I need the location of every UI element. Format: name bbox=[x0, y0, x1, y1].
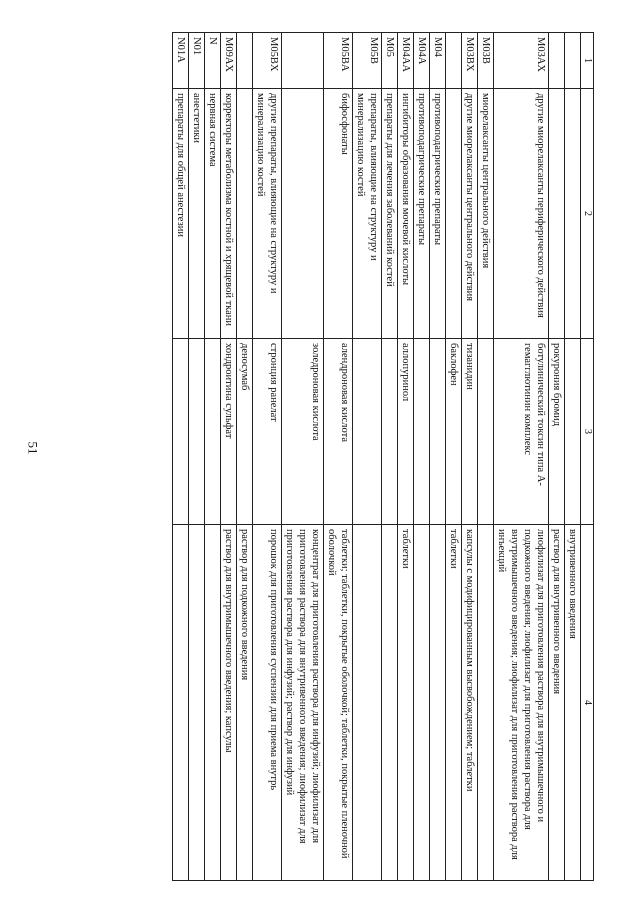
atc-code-cell bbox=[237, 33, 253, 89]
drug-name-cell bbox=[565, 339, 581, 525]
drug-name-cell bbox=[189, 339, 205, 525]
atc-code-cell: M04AA bbox=[398, 33, 414, 89]
dosage-form-cell: раствор для внутримышечного введения; капсулы bbox=[221, 525, 237, 881]
table-row bbox=[462, 33, 478, 881]
atc-code-cell: N bbox=[205, 33, 221, 89]
group-name-cell: корректоры метаболизма костной и хрящевой ткани bbox=[221, 89, 237, 339]
group-name-cell: анестетики bbox=[189, 89, 205, 339]
atc-code-cell bbox=[282, 33, 324, 89]
table-body bbox=[173, 33, 594, 881]
page-number: 51 bbox=[25, 441, 41, 455]
dosage-form-cell bbox=[430, 525, 446, 881]
drug-classification-table bbox=[172, 32, 594, 881]
drug-name-cell bbox=[414, 339, 430, 525]
landscape-table-container bbox=[86, 32, 594, 880]
group-name-cell: препараты для лечения заболеваний костей bbox=[382, 89, 398, 339]
drug-name-cell: аллопуринол bbox=[398, 339, 414, 525]
group-name-cell: препараты для общей анестезии bbox=[173, 89, 189, 339]
dosage-form-cell: таблетки; таблетки, покрытые оболочкой; таблетки, покрытые пленочной оболочкой bbox=[324, 525, 353, 881]
table-row bbox=[324, 33, 353, 881]
dosage-form-cell bbox=[353, 525, 382, 881]
dosage-form-cell: внутривенного введения bbox=[565, 525, 581, 881]
drug-name-cell: хондроитина сульфат bbox=[221, 339, 237, 525]
table-row bbox=[398, 33, 414, 881]
drug-name-cell bbox=[173, 339, 189, 525]
table-row bbox=[414, 33, 430, 881]
drug-name-cell bbox=[353, 339, 382, 525]
dosage-form-cell: лиофилизат для приготовления раствора для внутримышечного и подкожного введения; лиофилизат для приготовления раствора для внутримышечного введения; лиофилизат для приготовления раствора для инъекций bbox=[494, 525, 549, 881]
group-name-cell: ингибиторы образования мочевой кислоты bbox=[398, 89, 414, 339]
header-cell-form: 4 bbox=[581, 525, 594, 881]
table-row bbox=[189, 33, 205, 881]
group-name-cell: другие препараты, влияющие на структуру и минерализацию костей bbox=[253, 89, 282, 339]
dosage-form-cell bbox=[205, 525, 221, 881]
drug-name-cell: золедроновая кислота bbox=[282, 339, 324, 525]
header-cell-drug: 3 bbox=[581, 339, 594, 525]
group-name-cell: нервная система bbox=[205, 89, 221, 339]
header-cell-code: 1 bbox=[581, 33, 594, 89]
atc-code-cell: M03BX bbox=[462, 33, 478, 89]
dosage-form-cell bbox=[414, 525, 430, 881]
table-row bbox=[253, 33, 282, 881]
atc-code-cell: M09AX bbox=[221, 33, 237, 89]
atc-code-cell bbox=[549, 33, 565, 89]
group-name-cell: противоподагрические препараты bbox=[414, 89, 430, 339]
drug-name-cell: рокурония бромид bbox=[549, 339, 565, 525]
dosage-form-cell bbox=[189, 525, 205, 881]
table-row bbox=[494, 33, 549, 881]
group-name-cell bbox=[549, 89, 565, 339]
table-row bbox=[549, 33, 565, 881]
dosage-form-cell: раствор для подкожного введения bbox=[237, 525, 253, 881]
drug-name-cell bbox=[205, 339, 221, 525]
table-row bbox=[173, 33, 189, 881]
atc-code-cell: M05BA bbox=[324, 33, 353, 89]
drug-name-cell: стронция ранелат bbox=[253, 339, 282, 525]
drug-name-cell: деносумаб bbox=[237, 339, 253, 525]
drug-name-cell: ботулинический токсин типа А-гемагглютинин комплекс bbox=[494, 339, 549, 525]
table-row bbox=[565, 33, 581, 881]
group-name-cell: противоподагрические препараты bbox=[430, 89, 446, 339]
atc-code-cell: M03B bbox=[478, 33, 494, 89]
group-name-cell bbox=[446, 89, 462, 339]
table-row bbox=[205, 33, 221, 881]
drug-name-cell bbox=[382, 339, 398, 525]
dosage-form-cell bbox=[478, 525, 494, 881]
drug-name-cell: алендроновая кислота bbox=[324, 339, 353, 525]
dosage-form-cell: концентрат для приготовления раствора для инфузий; лиофилизат для приготовления раствора для внутривенного введения; лиофилизат для приготовления раствора для инфузий; раствор для инфузий bbox=[282, 525, 324, 881]
dosage-form-cell bbox=[173, 525, 189, 881]
table-row bbox=[446, 33, 462, 881]
group-name-cell: препараты, влияющие на структуру и минерализацию костей bbox=[353, 89, 382, 339]
table-row bbox=[353, 33, 382, 881]
atc-code-cell: M05BX bbox=[253, 33, 282, 89]
header-cell-group: 2 bbox=[581, 89, 594, 339]
atc-code-cell: N01A bbox=[173, 33, 189, 89]
atc-code-cell: N01 bbox=[189, 33, 205, 89]
table-row bbox=[382, 33, 398, 881]
atc-code-cell: M04 bbox=[430, 33, 446, 89]
atc-code-cell: M04A bbox=[414, 33, 430, 89]
dosage-form-cell: таблетки bbox=[398, 525, 414, 881]
dosage-form-cell: раствор для внутривенного введения bbox=[549, 525, 565, 881]
group-name-cell: бифосфонаты bbox=[324, 89, 353, 339]
table-row bbox=[221, 33, 237, 881]
drug-name-cell bbox=[478, 339, 494, 525]
drug-name-cell: баклофен bbox=[446, 339, 462, 525]
table-row bbox=[478, 33, 494, 881]
atc-code-cell: M05B bbox=[353, 33, 382, 89]
table-row bbox=[282, 33, 324, 881]
group-name-cell: другие миорелаксанты периферического действия bbox=[494, 89, 549, 339]
group-name-cell bbox=[237, 89, 253, 339]
dosage-form-cell bbox=[382, 525, 398, 881]
drug-name-cell bbox=[430, 339, 446, 525]
table-row bbox=[430, 33, 446, 881]
atc-code-cell: M03AX bbox=[494, 33, 549, 89]
group-name-cell bbox=[282, 89, 324, 339]
atc-code-cell bbox=[446, 33, 462, 89]
dosage-form-cell: таблетки bbox=[446, 525, 462, 881]
group-name-cell: миорелаксанты центрального действия bbox=[478, 89, 494, 339]
drug-name-cell: тизанидин bbox=[462, 339, 478, 525]
dosage-form-cell: порошок для приготовления суспензии для приема внутрь bbox=[253, 525, 282, 881]
atc-code-cell: M05 bbox=[382, 33, 398, 89]
atc-code-cell bbox=[565, 33, 581, 89]
dosage-form-cell: капсулы с модифицированным высвобождением; таблетки bbox=[462, 525, 478, 881]
group-name-cell: другие миорелаксанты центрального действия bbox=[462, 89, 478, 339]
table-header-row bbox=[581, 33, 594, 881]
table-row bbox=[237, 33, 253, 881]
group-name-cell bbox=[565, 89, 581, 339]
rotated-table-frame bbox=[86, 32, 594, 880]
